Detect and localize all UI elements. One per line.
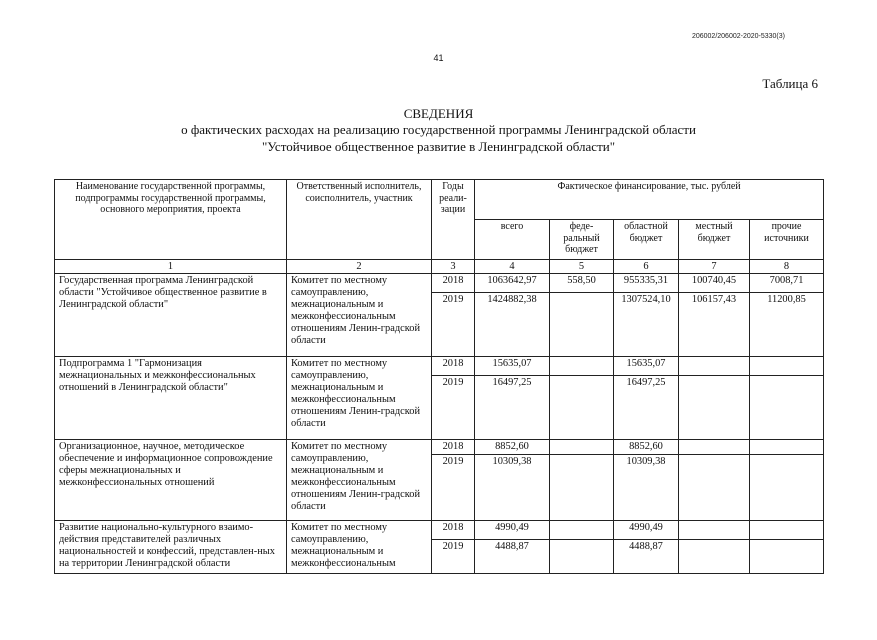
year-cell: 2019	[432, 455, 475, 521]
year-cell: 2018	[432, 521, 475, 540]
regional-value: 4488,87	[614, 540, 679, 574]
regional-value: 16497,25	[614, 376, 679, 440]
local-value: 100740,45	[679, 274, 750, 293]
other-value	[750, 540, 824, 574]
federal-value	[550, 540, 614, 574]
local-value	[679, 376, 750, 440]
regional-value: 955335,31	[614, 274, 679, 293]
other-value	[750, 521, 824, 540]
header-regional: областной бюджет	[614, 220, 679, 260]
column-number: 5	[550, 260, 614, 274]
table-label: Таблица 6	[762, 76, 818, 91]
column-number: 1	[55, 260, 287, 274]
regional-value: 8852,60	[614, 440, 679, 455]
executor-cell: Комитет по местному самоуправлению, межнациональным и межконфессиональным	[287, 521, 432, 574]
header-federal: феде-ральный бюджет	[550, 220, 614, 260]
regional-value: 1307524,10	[614, 293, 679, 357]
column-number: 4	[475, 260, 550, 274]
local-value: 106157,43	[679, 293, 750, 357]
year-cell: 2019	[432, 540, 475, 574]
other-value: 11200,85	[750, 293, 824, 357]
header-local: местный бюджет	[679, 220, 750, 260]
executor-cell: Комитет по местному самоуправлению, межнациональным и межконфессиональным отношениям Ленин-градской области	[287, 274, 432, 357]
table-row	[55, 274, 824, 293]
local-value	[679, 440, 750, 455]
header-total: всего	[475, 220, 550, 260]
program-name: Государственная программа Ленинградской области "Устойчивое общественное развитие в Ленинградской области"	[55, 274, 287, 357]
column-number: 2	[287, 260, 432, 274]
column-number: 8	[750, 260, 824, 274]
total-value: 1424882,38	[475, 293, 550, 357]
total-value: 4990,49	[475, 521, 550, 540]
page-number: 41	[433, 53, 444, 63]
executor-cell: Комитет по местному самоуправлению, межнациональным и межконфессиональным отношениям Ленин-градской области	[287, 357, 432, 440]
local-value	[679, 357, 750, 376]
federal-value	[550, 376, 614, 440]
federal-value: 558,50	[550, 274, 614, 293]
regional-value: 10309,38	[614, 455, 679, 521]
year-cell: 2018	[432, 274, 475, 293]
executor-cell: Комитет по местному самоуправлению, межнациональным и межконфессиональным отношениям Ленин-градской области	[287, 440, 432, 521]
activity-name: Организационное, научное, методическое обеспечение и информационное сопровождение сферы межнациональных и межконфессиональных отношений	[55, 440, 287, 521]
activity-name: Развитие национально-культурного взаимо-действия представителей различных национальностей и конфессий, представлен-ных на территории Ленинградской области	[55, 521, 287, 574]
year-cell: 2019	[432, 293, 475, 357]
federal-value	[550, 440, 614, 455]
total-value: 4488,87	[475, 540, 550, 574]
column-numbers-row	[55, 260, 824, 274]
header-other: прочие источники	[750, 220, 824, 260]
document-subtitle-line-1: о фактических расходах на реализацию государственной программы Ленинградской области	[181, 122, 696, 137]
regional-value: 15635,07	[614, 357, 679, 376]
federal-value	[550, 293, 614, 357]
federal-value	[550, 357, 614, 376]
federal-value	[550, 521, 614, 540]
federal-value	[550, 455, 614, 521]
local-value	[679, 521, 750, 540]
header-name: Наименование государственной программы, подпрограммы государственной программы, основного мероприятия, проекта	[55, 180, 287, 260]
document-subtitle-line-2: "Устойчивое общественное развитие в Ленинградской области"	[261, 139, 616, 154]
year-cell: 2019	[432, 376, 475, 440]
column-number: 3	[432, 260, 475, 274]
total-value: 10309,38	[475, 455, 550, 521]
other-value	[750, 357, 824, 376]
table-row	[55, 357, 824, 376]
header-executor: Ответственный исполнитель, соисполнитель, участник	[287, 180, 432, 260]
document-code: 206002/206002-2020-5330(3)	[691, 33, 785, 40]
header-funding: Фактическое финансирование, тыс. рублей	[475, 180, 824, 220]
other-value: 7008,71	[750, 274, 824, 293]
other-value	[750, 455, 824, 521]
year-cell: 2018	[432, 357, 475, 376]
column-number: 7	[679, 260, 750, 274]
header-years: Годы реали-зации	[432, 180, 475, 260]
total-value: 16497,25	[475, 376, 550, 440]
year-cell: 2018	[432, 440, 475, 455]
total-value: 15635,07	[475, 357, 550, 376]
regional-value: 4990,49	[614, 521, 679, 540]
total-value: 1063642,97	[475, 274, 550, 293]
other-value	[750, 440, 824, 455]
local-value	[679, 540, 750, 574]
expenditure-table	[54, 179, 824, 574]
column-number: 6	[614, 260, 679, 274]
table-row	[55, 440, 824, 455]
total-value: 8852,60	[475, 440, 550, 455]
document-title: СВЕДЕНИЯ	[403, 106, 474, 121]
subprogram-name: Подпрограмма 1 "Гармонизация межнациональных и межконфессиональных отношений в Ленинградской области"	[55, 357, 287, 440]
local-value	[679, 455, 750, 521]
other-value	[750, 376, 824, 440]
table-row	[55, 521, 824, 540]
